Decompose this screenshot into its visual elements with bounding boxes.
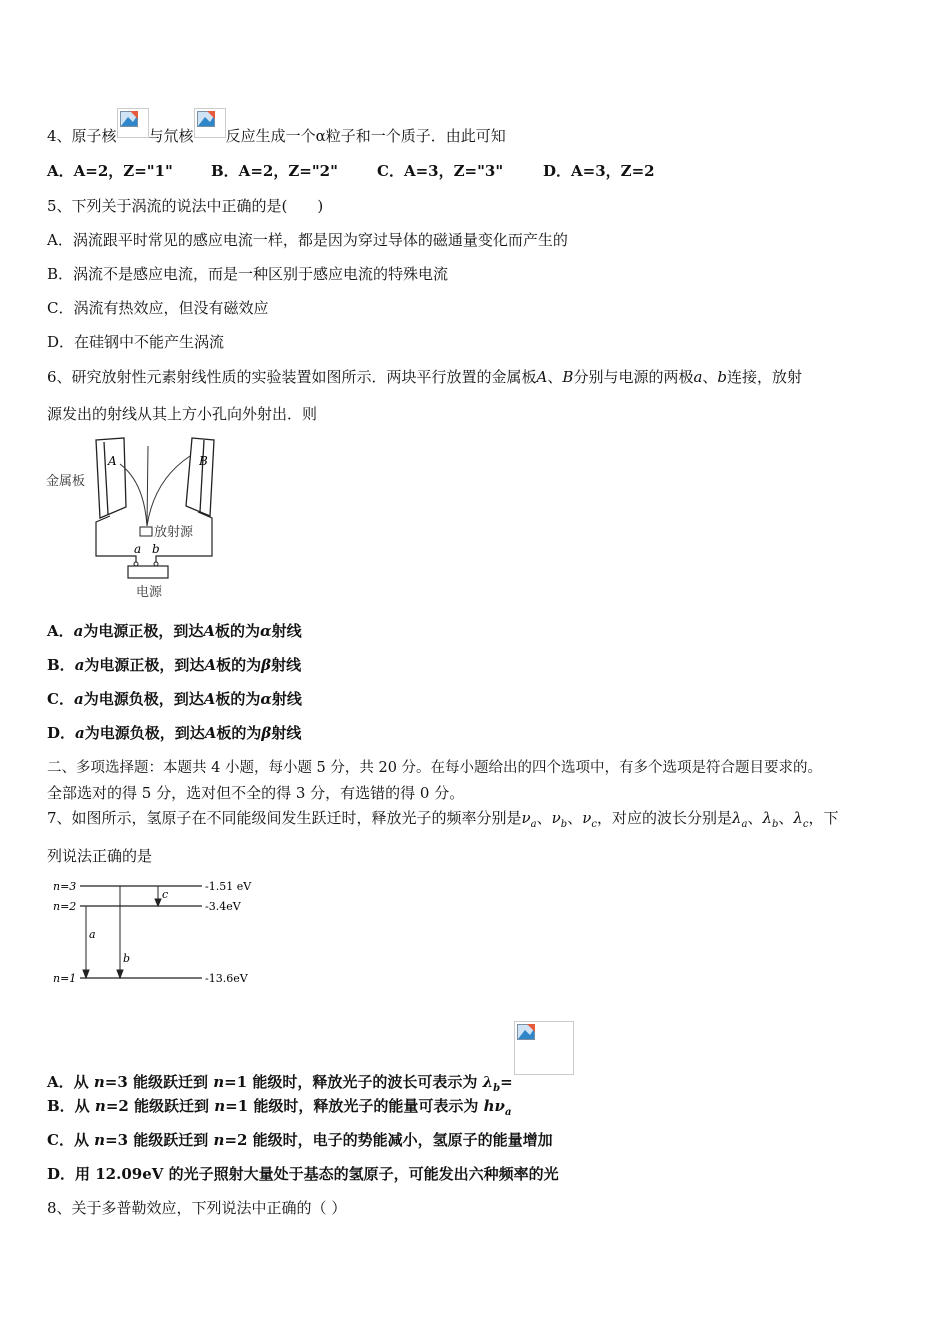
arrow-b-label: b xyxy=(123,952,131,965)
level-n2-label: n=2 xyxy=(53,900,77,913)
q7-option-b: B．从 n=2 能级跃迁到 n=1 能级时，释放光子的能量可表示为 $h\nu_a$ xyxy=(47,1097,512,1118)
q4-options xyxy=(47,161,655,181)
broken-image-icon xyxy=(120,111,138,127)
ray-paths xyxy=(120,446,190,526)
metal-plate-label: 金属板 xyxy=(46,474,86,489)
q7-option-c: C．从 n=3 能级跃迁到 n=2 能级时，电子的势能减小，氢原子的能量增加 xyxy=(47,1131,553,1149)
terminal-a-label: a xyxy=(134,542,142,556)
arrow-a-label: a xyxy=(89,928,96,941)
q4-suffix: 反应生成一个α粒子和一个质子．由此可知 xyxy=(225,127,506,145)
plate-a xyxy=(96,438,126,518)
q5-stem: 5、下列关于涡流的说法中正确的是( ) xyxy=(47,197,324,215)
q7-stem-line2: 列说法正确的是 xyxy=(47,847,153,865)
terminal-b-label: b xyxy=(152,542,160,556)
radiation-source xyxy=(140,527,152,536)
power-label: 电源 xyxy=(136,585,163,600)
q6-option-a: A．a为电源正极，到达A板的为α射线 xyxy=(47,622,302,640)
broken-image-icon xyxy=(517,1024,535,1040)
q8-stem: 8、关于多普勒效应，下列说法中正确的（ ） xyxy=(47,1199,347,1217)
level-n1-label: n=1 xyxy=(53,972,77,985)
level-n3-energy: -1.51 eV xyxy=(205,880,252,893)
formula-image-placeholder xyxy=(514,1021,574,1075)
q5-option-c: C．涡流有热效应，但没有磁效应 xyxy=(47,299,269,317)
q6-stem-line1: 6、研究放射性元素射线性质的实验装置如图所示．两块平行放置的金属板A、B分别与电源的两极a、b连接，放射 xyxy=(47,368,803,386)
q4-option-a: A．A=2，Z="1" xyxy=(47,162,173,180)
q5-option-d: D．在硅钢中不能产生涡流 xyxy=(47,333,225,351)
energy-levels xyxy=(80,886,202,978)
power-supply xyxy=(128,566,168,578)
q4-prefix: 4、原子核 xyxy=(47,127,117,145)
formula-image-placeholder xyxy=(194,108,226,138)
q6-option-c: C．a为电源负极，到达A板的为α射线 xyxy=(47,690,302,708)
q6-apparatus-figure xyxy=(44,432,224,602)
section2-heading-line2: 全部选对的得 5 分，选对但不全的得 3 分，有选错的得 0 分。 xyxy=(47,784,465,802)
q7-stem-line1: 7、如图所示，氢原子在不同能级间发生跃迁时，释放光子的频率分别是$\nu_a$、$\nu_b$、$\nu_c$，对应的波长分别是$\lambda_a$、$\lambda_b$、$\lambda_c$，下 xyxy=(47,809,839,830)
q6-option-b: B．a为电源正极，到达A板的为β射线 xyxy=(47,656,302,674)
q5-option-b: B．涡流不是感应电流，而是一种区别于感应电流的特殊电流 xyxy=(47,265,449,283)
formula-image-placeholder xyxy=(117,108,149,138)
q7-option-d: D．用 12.09eV 的光子照射大量处于基态的氢原子，可能发出六种频率的光 xyxy=(47,1165,559,1183)
q5-option-a: A．涡流跟平时常见的感应电流一样，都是因为穿过导体的磁通量变化而产生的 xyxy=(47,231,568,249)
q4-mid: 与氘核 xyxy=(148,127,194,145)
plate-b xyxy=(186,438,214,516)
broken-image-icon xyxy=(197,111,215,127)
level-n1-energy: -13.6eV xyxy=(205,972,248,985)
q7-option-a: A．从 n=3 能级跃迁到 n=1 能级时，释放光子的波长可表示为 $\lambda_b=$ xyxy=(47,1037,573,1099)
q6-option-d: D．a为电源负极，到达A板的为β射线 xyxy=(47,724,302,742)
arrow-c-label: c xyxy=(162,888,169,901)
q6-stem-line2: 源发出的射线从其上方小孔向外射出．则 xyxy=(47,405,318,423)
source-label: 放射源 xyxy=(154,525,194,540)
level-n2-energy: -3.4eV xyxy=(205,900,241,913)
q4-stem xyxy=(47,115,506,146)
q4-option-b: B．A=2，Z="2" xyxy=(211,162,338,180)
level-n3-label: n=3 xyxy=(53,880,77,893)
plate-b-label: B xyxy=(199,454,208,468)
q4-option-d: D．A=3，Z=2 xyxy=(543,162,655,180)
plate-a-label: A xyxy=(108,454,117,468)
section2-heading-line1: 二、多项选择题：本题共 4 小题，每小题 5 分，共 20 分。在每小题给出的四个选项中，有多个选项是符合题目要求的。 xyxy=(47,760,823,776)
q7-energy-level-figure xyxy=(50,872,265,994)
q4-option-c: C．A=3，Z="3" xyxy=(377,162,504,180)
